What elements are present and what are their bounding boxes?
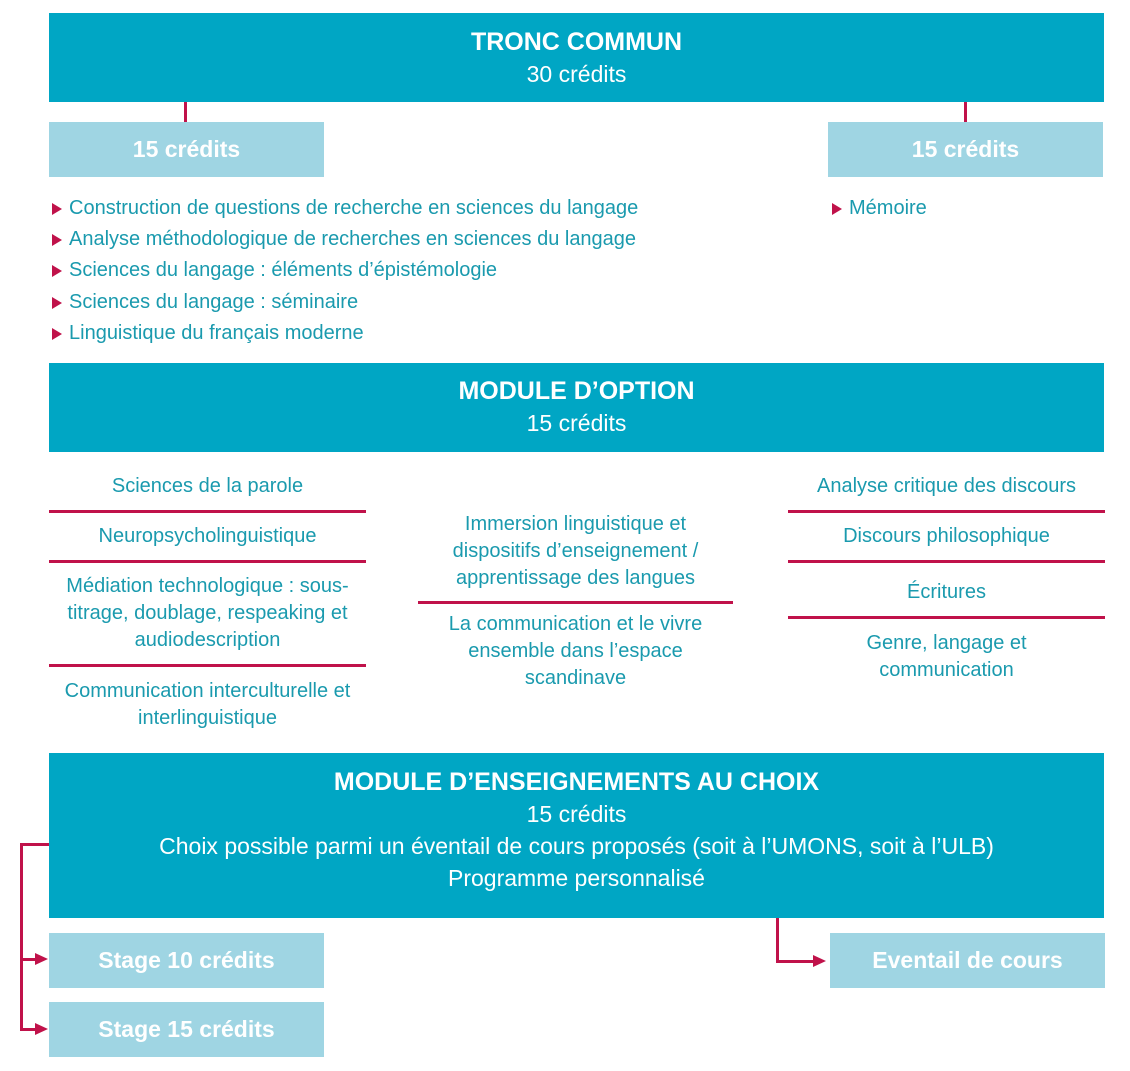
module-choix-banner (49, 753, 1104, 918)
module-choix-description: Choix possible parmi un éventail de cours proposés (soit à l’UMONS, soit à l’ULB) (159, 833, 994, 859)
connector-tronc-left (184, 102, 187, 122)
tronc-commun-title: TRONC COMMUN (470, 28, 683, 56)
option-item: Sciences de la parole (111, 474, 304, 497)
option-item: La communication et le vivre ensemble dans l’espace scandinave (448, 612, 703, 689)
connector-eventail-line (776, 960, 814, 963)
option-item: Communication interculturelle et interlinguistique (64, 680, 351, 729)
option-item: Médiation technologique : sous-titrage, doublage, respeaking et audiodescription (66, 574, 349, 651)
option-item: Neuropsycholinguistique (98, 524, 317, 547)
triangle-bullet-icon (832, 203, 842, 215)
list-item: Construction de questions de recherche en sciences du langage (49, 193, 789, 224)
triangle-bullet-icon (52, 265, 62, 277)
arrow-right-icon (35, 1023, 48, 1035)
connector-tronc-right (964, 102, 967, 122)
triangle-bullet-icon (52, 203, 62, 215)
option-item: Analyse critique des discours (816, 474, 1076, 497)
right-course-list (829, 193, 1099, 224)
eventail-box: Eventail de cours (830, 933, 1105, 988)
module-choix-programme: Programme personnalisé (448, 865, 705, 891)
stage-10-box: Stage 10 crédits (49, 933, 324, 988)
stage-15-box: Stage 15 crédits (49, 1002, 324, 1057)
list-item: Sciences du langage : séminaire (49, 287, 789, 318)
module-choix-title: MODULE D’ENSEIGNEMENTS AU CHOIX (333, 768, 820, 796)
option-item: Immersion linguistique et dispositifs d’enseignement / apprentissage des langues (452, 512, 699, 589)
module-option-credits: 15 crédits (526, 410, 627, 436)
right-credits-box: 15 crédits (828, 122, 1103, 177)
option-separator (788, 560, 1105, 563)
list-item: Sciences du langage : éléments d’épistémologie (49, 255, 789, 286)
option-item: Écritures (907, 580, 986, 603)
tronc-commun-credits: 30 crédits (526, 61, 627, 87)
list-item: Linguistique du français moderne (49, 318, 789, 349)
connector-stage-top (20, 843, 49, 846)
triangle-bullet-icon (52, 328, 62, 340)
option-separator (788, 616, 1105, 619)
option-item: Genre, langage et communication (866, 632, 1027, 681)
option-separator (49, 664, 366, 667)
list-item: Mémoire (829, 193, 1099, 224)
module-option-title: MODULE D’OPTION (458, 377, 695, 405)
option-item: Discours philosophique (843, 524, 1050, 547)
triangle-bullet-icon (52, 234, 62, 246)
connector-stage10-line (20, 958, 36, 961)
arrow-right-icon (813, 955, 826, 967)
list-item: Analyse méthodologique de recherches en sciences du langage (49, 224, 789, 255)
connector-stage15-line (20, 1028, 36, 1031)
tronc-commun-banner (49, 13, 1104, 102)
arrow-right-icon (35, 953, 48, 965)
option-separator (49, 560, 366, 563)
option-separator (49, 510, 366, 513)
module-option-banner (49, 363, 1104, 452)
left-credits-box: 15 crédits (49, 122, 324, 177)
option-separator (788, 510, 1105, 513)
module-choix-credits: 15 crédits (526, 801, 627, 827)
left-course-list (49, 193, 789, 349)
connector-eventail-vertical (776, 918, 779, 963)
triangle-bullet-icon (52, 297, 62, 309)
option-separator (418, 601, 733, 604)
connector-stage-vertical (20, 843, 23, 1031)
